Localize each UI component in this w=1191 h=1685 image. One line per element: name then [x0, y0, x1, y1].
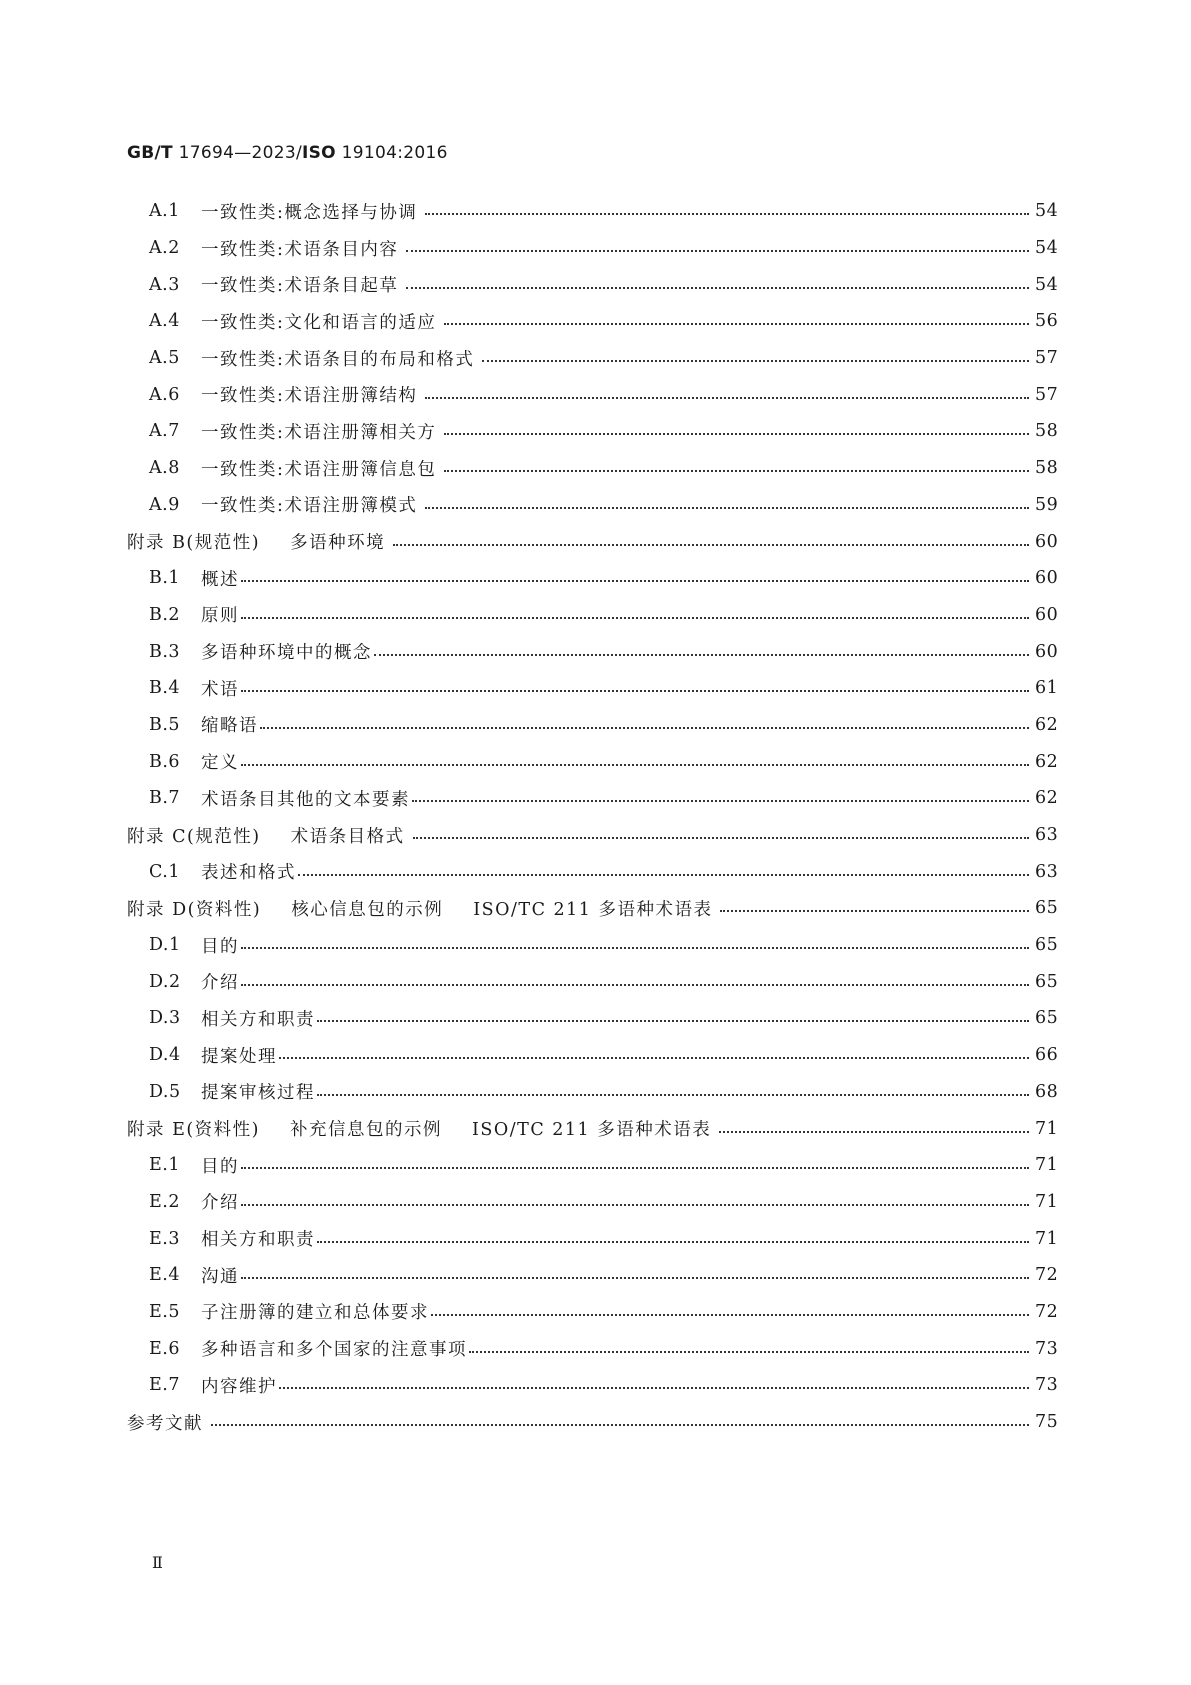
dot-leader [241, 1265, 1029, 1285]
toc-entry-number: D.2 [149, 971, 181, 992]
dot-leader [444, 421, 1029, 441]
toc-entry[interactable] [0, 376, 1191, 413]
toc-entry[interactable] [0, 597, 1191, 634]
toc-page-number: 75 [1035, 1412, 1059, 1433]
annex-label: 附录 C(规范性) [127, 826, 261, 847]
toc-entry-title: 提案处理 [201, 1046, 277, 1067]
toc-entry-title: 内容维护 [201, 1376, 277, 1397]
toc-entry[interactable] [0, 413, 1191, 450]
toc-entry[interactable] [0, 1294, 1191, 1331]
toc-page-number: 63 [1035, 861, 1059, 882]
toc-entry-number: C.1 [149, 861, 180, 882]
toc-entry[interactable] [0, 963, 1191, 1000]
running-header [127, 143, 448, 163]
toc-entry-title: 概述 [201, 569, 239, 590]
toc-page-number: 57 [1035, 384, 1059, 405]
dot-leader [241, 1155, 1029, 1175]
toc-entry-number: E.3 [149, 1228, 180, 1249]
toc-entry[interactable] [0, 670, 1191, 707]
toc-page-number: 60 [1035, 641, 1059, 662]
toc-entry-title: 一致性类:术语注册簿相关方 [201, 422, 437, 443]
dot-leader [444, 458, 1029, 478]
dot-leader [241, 1192, 1029, 1212]
toc-entry-title: 子注册簿的建立和总体要求 [201, 1303, 429, 1324]
toc-page-number: 62 [1035, 788, 1059, 809]
toc-page-number: 71 [1035, 1118, 1059, 1139]
toc-page-number: 60 [1035, 604, 1059, 625]
toc-entry-number: A.3 [149, 274, 180, 295]
toc-page-number: 71 [1035, 1191, 1059, 1212]
iso-label: ISO [302, 143, 336, 163]
toc-entry-number: A.4 [149, 311, 180, 332]
toc-entry-title: 术语 [201, 679, 239, 700]
toc-entry[interactable] [0, 1110, 1191, 1147]
dot-leader [241, 752, 1029, 772]
annex-label: 附录 B(规范性) [127, 533, 261, 554]
table-of-contents [0, 193, 1191, 1440]
toc-page-number: 71 [1035, 1155, 1059, 1176]
dot-leader [412, 788, 1029, 808]
toc-entry-title: 缩略语 [201, 716, 258, 737]
toc-page-number: 68 [1035, 1081, 1059, 1102]
toc-entry-number: A.8 [149, 458, 180, 479]
toc-page-number: 60 [1035, 568, 1059, 589]
annex-heading [127, 529, 385, 554]
toc-entry-number: B.2 [149, 604, 181, 625]
dot-leader [241, 568, 1029, 588]
toc-entry-number: D.5 [149, 1081, 181, 1102]
toc-entry[interactable] [0, 1037, 1191, 1074]
toc-page-number: 72 [1035, 1301, 1059, 1322]
toc-entry[interactable] [0, 1074, 1191, 1111]
dot-leader [719, 1119, 1029, 1139]
toc-entry[interactable] [0, 1000, 1191, 1037]
toc-entry-title: 参考文献 [127, 1413, 203, 1434]
dot-leader [469, 1339, 1029, 1359]
toc-page-number: 59 [1035, 494, 1059, 515]
dot-leader [317, 1008, 1029, 1028]
annex-title-secondary: ISO/TC 211 多语种术语表 [473, 899, 713, 920]
toc-entry-title: 相关方和职责 [201, 1230, 315, 1251]
toc-page-number: 65 [1035, 1008, 1059, 1029]
dot-leader [413, 825, 1029, 845]
toc-entry[interactable] [0, 927, 1191, 964]
toc-entry[interactable] [0, 1367, 1191, 1404]
dot-leader [431, 1302, 1029, 1322]
annex-label: 附录 E(资料性) [127, 1120, 260, 1141]
toc-page-number: 73 [1035, 1375, 1059, 1396]
dot-leader [374, 642, 1029, 662]
toc-entry-title: 多语种环境中的概念 [201, 643, 372, 664]
dot-leader [425, 495, 1029, 515]
toc-entry-number: B.4 [149, 678, 181, 699]
dot-leader [241, 678, 1029, 698]
toc-entry[interactable] [0, 780, 1191, 817]
toc-entry[interactable] [0, 560, 1191, 597]
dot-leader [317, 1229, 1029, 1249]
dot-leader [211, 1412, 1029, 1432]
toc-entry-title: 一致性类:概念选择与协调 [201, 202, 418, 223]
toc-entry-number: A.6 [149, 384, 180, 405]
toc-entry[interactable] [0, 303, 1191, 340]
toc-page-number: 62 [1035, 714, 1059, 735]
dot-leader [406, 275, 1029, 295]
dot-leader [444, 311, 1029, 331]
toc-entry-number: B.6 [149, 751, 181, 772]
toc-entry[interactable] [0, 853, 1191, 890]
toc-entry-title: 一致性类:术语注册簿模式 [201, 496, 418, 517]
toc-entry[interactable] [0, 707, 1191, 744]
toc-entry-number: D.4 [149, 1045, 181, 1066]
toc-entry-title: 一致性类:术语条目起草 [201, 276, 399, 297]
toc-entry-title: 介绍 [201, 973, 239, 994]
toc-entry-number: B.5 [149, 714, 181, 735]
toc-entry-number: B.3 [149, 641, 181, 662]
toc-entry-number: A.5 [149, 348, 180, 369]
toc-page-number: 65 [1035, 898, 1059, 919]
toc-entry-number: A.7 [149, 421, 180, 442]
toc-entry[interactable] [0, 817, 1191, 854]
toc-page-number: 54 [1035, 201, 1059, 222]
standard-code: 17694—2023/ [178, 143, 303, 163]
toc-entry-number: B.7 [149, 788, 181, 809]
toc-entry[interactable] [0, 450, 1191, 487]
toc-entry[interactable] [0, 487, 1191, 524]
dot-leader [317, 1082, 1029, 1102]
dot-leader [425, 385, 1029, 405]
toc-page-number: 57 [1035, 348, 1059, 369]
toc-entry-title: 目的 [201, 936, 239, 957]
annex-title: 核心信息包的示例 [291, 899, 444, 920]
toc-entry[interactable] [0, 1404, 1191, 1441]
dot-leader [393, 532, 1029, 552]
toc-entry-title: 一致性类:文化和语言的适应 [201, 312, 437, 333]
toc-entry-title: 沟通 [201, 1266, 239, 1287]
annex-title: 术语条目格式 [290, 826, 405, 847]
toc-entry-number: E.4 [149, 1265, 180, 1286]
dot-leader [241, 935, 1029, 955]
dot-leader [298, 862, 1029, 882]
dot-leader [279, 1045, 1029, 1065]
toc-entry-title: 提案审核过程 [201, 1083, 315, 1104]
iso-code: 19104:2016 [341, 143, 448, 163]
toc-entry-title: 原则 [201, 606, 239, 627]
toc-entry[interactable] [0, 1330, 1191, 1367]
toc-page-number: 54 [1035, 238, 1059, 259]
toc-entry[interactable] [0, 1147, 1191, 1184]
toc-entry-title: 多种语言和多个国家的注意事项 [201, 1340, 467, 1361]
toc-page-number: 58 [1035, 421, 1059, 442]
toc-page-number: 73 [1035, 1338, 1059, 1359]
toc-entry-title: 一致性类:术语条目的布局和格式 [201, 349, 475, 370]
toc-entry-number: B.1 [149, 568, 181, 589]
dot-leader [406, 238, 1029, 258]
toc-entry[interactable] [0, 633, 1191, 670]
toc-entry-number: E.2 [149, 1191, 180, 1212]
toc-entry[interactable] [0, 230, 1191, 267]
dot-leader [720, 898, 1029, 918]
toc-page-number: 65 [1035, 935, 1059, 956]
toc-entry-title: 表述和格式 [201, 863, 296, 884]
toc-page-number: 66 [1035, 1045, 1059, 1066]
toc-entry-title: 一致性类:术语注册簿信息包 [201, 459, 437, 480]
toc-entry-title: 一致性类:术语注册簿结构 [201, 386, 418, 407]
toc-entry-number: E.6 [149, 1338, 180, 1359]
toc-page-number: 58 [1035, 458, 1059, 479]
toc-entry[interactable] [0, 193, 1191, 230]
dot-leader [260, 715, 1029, 735]
toc-entry[interactable] [0, 1257, 1191, 1294]
toc-entry-number: D.3 [149, 1008, 181, 1029]
toc-entry-title: 目的 [201, 1156, 239, 1177]
toc-entry-title: 定义 [201, 753, 239, 774]
toc-entry[interactable] [0, 340, 1191, 377]
toc-page-number: 56 [1035, 311, 1059, 332]
toc-page-number: 71 [1035, 1228, 1059, 1249]
toc-page-number: 72 [1035, 1265, 1059, 1286]
toc-page-number: 65 [1035, 971, 1059, 992]
dot-leader [241, 972, 1029, 992]
toc-entry[interactable] [0, 890, 1191, 927]
toc-entry-title: 相关方和职责 [201, 1009, 315, 1030]
toc-page-number: 62 [1035, 751, 1059, 772]
dot-leader [241, 605, 1029, 625]
page-number-footer: Ⅱ [152, 1553, 163, 1572]
toc-page-number: 60 [1035, 531, 1059, 552]
annex-title: 多语种环境 [290, 533, 386, 554]
toc-page-number: 54 [1035, 274, 1059, 295]
toc-entry-title: 术语条目其他的文本要素 [201, 789, 410, 810]
toc-entry-number: A.1 [149, 201, 180, 222]
toc-entry-number: A.9 [149, 494, 180, 515]
toc-page-number: 63 [1035, 825, 1059, 846]
toc-entry-title: 介绍 [201, 1193, 239, 1214]
toc-entry[interactable] [0, 1184, 1191, 1221]
standard-prefix: GB/T [127, 143, 173, 163]
annex-heading [127, 1116, 711, 1141]
dot-leader [425, 201, 1029, 221]
toc-entry[interactable] [0, 523, 1191, 560]
annex-label: 附录 D(资料性) [127, 899, 262, 920]
toc-entry[interactable] [0, 1220, 1191, 1257]
dot-leader [279, 1375, 1029, 1395]
toc-entry-number: E.1 [149, 1155, 180, 1176]
toc-page-number: 61 [1035, 678, 1059, 699]
toc-entry[interactable] [0, 266, 1191, 303]
annex-heading [127, 896, 712, 921]
toc-entry-number: A.2 [149, 238, 180, 259]
dot-leader [482, 348, 1029, 368]
toc-entry-number: E.5 [149, 1301, 180, 1322]
toc-entry-title: 一致性类:术语条目内容 [201, 239, 399, 260]
toc-entry[interactable] [0, 743, 1191, 780]
annex-heading [127, 823, 405, 848]
annex-title: 补充信息包的示例 [290, 1120, 442, 1141]
toc-entry-number: E.7 [149, 1375, 180, 1396]
toc-entry-number: D.1 [149, 935, 181, 956]
annex-title-secondary: ISO/TC 211 多语种术语表 [472, 1120, 712, 1141]
